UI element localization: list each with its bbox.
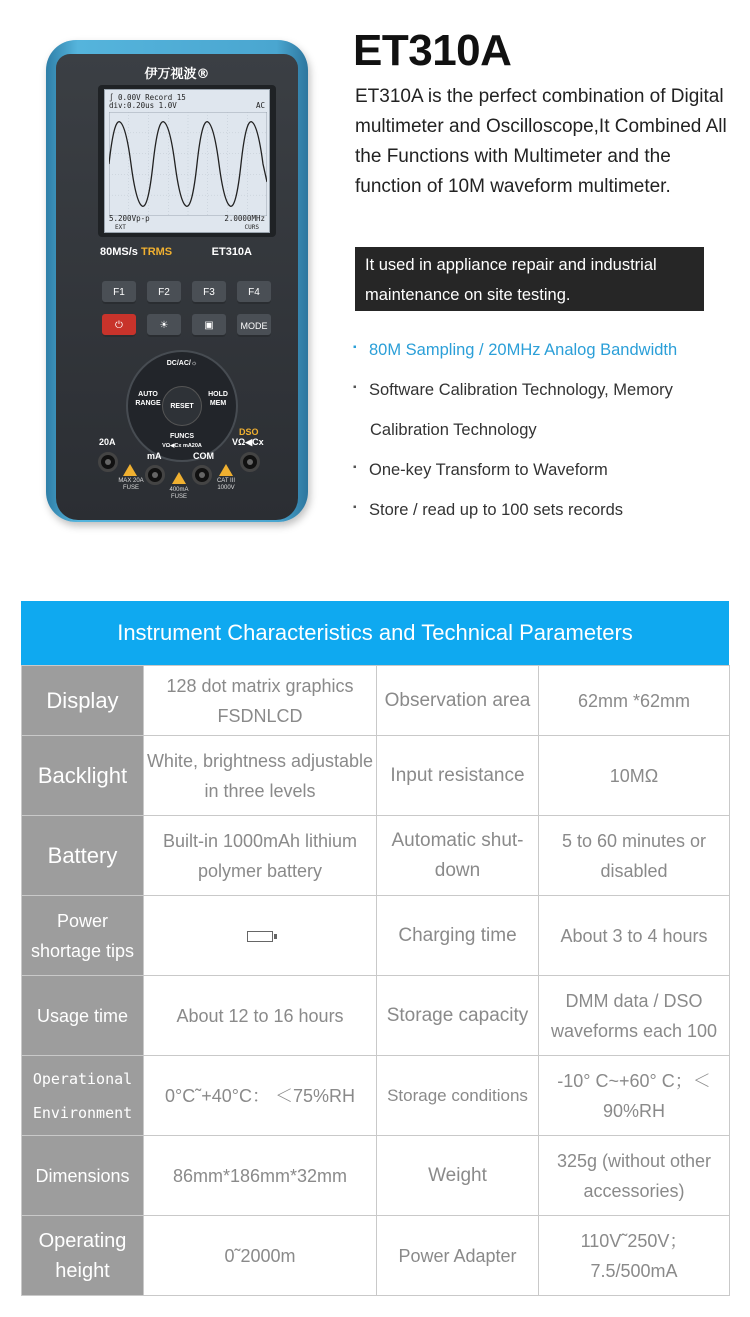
power-icon: ⏻ <box>102 314 136 337</box>
param-value: -10° C~+60° C；＜90%RH <box>539 1056 730 1136</box>
f4-key: F4 <box>237 281 271 304</box>
param-value: 110V˜250V；7.5/500mA <box>539 1216 730 1296</box>
feature-list <box>353 330 743 530</box>
dial-bottom-sub: VΩ◀Cx mA20A <box>162 443 202 449</box>
table-row <box>22 976 730 1056</box>
screen-capture-icon: ▣ <box>192 314 226 337</box>
param-label: Observation area <box>377 666 539 736</box>
param-label: Backlight <box>22 736 144 816</box>
screen-mode: AC <box>255 101 265 110</box>
param-value: Built-in 1000mAh lithium polymer battery <box>144 816 377 896</box>
mode-key: MODE <box>237 314 271 337</box>
param-label: Input resistance <box>377 736 539 816</box>
cat-rating-label: CAT III 1000V <box>216 478 236 491</box>
param-value: 0˜2000m <box>144 1216 377 1296</box>
jack-20a <box>98 452 118 472</box>
feature-item: ▪ One-key Transform to Waveform <box>353 450 743 490</box>
table-title: Instrument Characteristics and Technical Parameters <box>21 601 729 665</box>
jack-v-label: VΩ◀Cx <box>232 437 264 447</box>
param-value: 62mm *62mm <box>539 666 730 736</box>
device-keypad <box>102 281 270 337</box>
warning-icon <box>172 472 186 484</box>
warning-icon <box>123 464 137 476</box>
screen-softkey-right: CURS <box>244 224 259 231</box>
jack-com <box>192 465 212 485</box>
param-label: Battery <box>22 816 144 896</box>
low-battery-icon <box>247 931 273 942</box>
dial-right-label: HOLD MEM <box>208 391 228 407</box>
param-value: 5 to 60 minutes or disabled <box>539 816 730 896</box>
param-value <box>144 896 377 976</box>
sample-rate-label: 80MS/s <box>100 246 138 258</box>
table-row <box>22 666 730 736</box>
table-row <box>22 896 730 976</box>
param-value: About 12 to 16 hours <box>144 976 377 1056</box>
param-value: 325g (without other accessories) <box>539 1136 730 1216</box>
jack-voltage <box>240 452 260 472</box>
function-dial <box>126 350 238 462</box>
screen-frequency: 2.0000MHz <box>224 214 265 223</box>
param-value: 0°C˜+40°C： ＜75%RH <box>144 1056 377 1136</box>
reset-button: RESET <box>162 386 202 426</box>
param-label: Weight <box>377 1136 539 1216</box>
param-label: Usage time <box>22 976 144 1056</box>
param-label: Operating height <box>22 1216 144 1296</box>
device-model-row <box>56 246 298 262</box>
table-row <box>22 1136 730 1216</box>
warning-icon <box>219 464 233 476</box>
fuse-400ma-label: 400mA FUSE <box>169 487 189 500</box>
dial-top-label: DC/AC/☼ <box>166 360 198 367</box>
param-value: About 3 to 4 hours <box>539 896 730 976</box>
device-screen <box>104 89 270 233</box>
product-description: ET310A is the perfect combination of Digital multimeter and Oscilloscope,It Combined All the Functions with Multimeter and the function of 10M waveform multimeter. <box>355 86 727 197</box>
param-label: Power Adapter <box>377 1216 539 1296</box>
screen-vpp: 5.200Vp-p <box>109 214 150 223</box>
table-row <box>22 736 730 816</box>
dial-left-label: AUTO RANGE <box>135 391 161 407</box>
device-model-label: ET310A <box>211 246 252 258</box>
param-label: Automatic shut-down <box>377 816 539 896</box>
waveform-display <box>109 112 267 216</box>
screen-softkey-left: EXT <box>115 224 126 231</box>
device-brand-logo: 伊万视波® <box>144 67 210 82</box>
feature-item: ▪ 80M Sampling / 20MHz Analog Bandwidth <box>353 330 743 370</box>
feature-item: ▪ Store / read up to 100 sets records <box>353 490 743 530</box>
param-value: 128 dot matrix graphics FSDNLCD <box>144 666 377 736</box>
screen-line-2: div:0.20us 1.0V <box>109 101 177 110</box>
table-row <box>22 1216 730 1296</box>
parameters-table <box>21 665 730 1296</box>
multimeter-image <box>46 40 308 522</box>
table-row <box>22 816 730 896</box>
param-value: 86mm*186mm*32mm <box>144 1136 377 1216</box>
feature-item-continued: Calibration Technology <box>370 421 537 439</box>
param-label: Display <box>22 666 144 736</box>
param-label: Charging time <box>377 896 539 976</box>
jack-com-label: COM <box>193 451 214 461</box>
jack-ma <box>145 465 165 485</box>
trms-label: TRMS <box>140 246 173 258</box>
f1-key: F1 <box>102 281 136 304</box>
param-value: White, brightness adjustable in three levels <box>144 736 377 816</box>
param-label: Storage capacity <box>377 976 539 1056</box>
f3-key: F3 <box>192 281 226 304</box>
f2-key: F2 <box>147 281 181 304</box>
screen-line-1: ∫ 0.00V Record 15 <box>109 93 186 102</box>
param-label: Dimensions <box>22 1136 144 1216</box>
jack-20a-label: 20A <box>99 437 116 447</box>
param-label: Storage conditions <box>377 1056 539 1136</box>
product-title: ET310A <box>353 26 512 75</box>
param-value: 10MΩ <box>539 736 730 816</box>
table-row <box>22 1056 730 1136</box>
usage-callout: It used in appliance repair and industrial maintenance on site testing. <box>355 247 704 311</box>
param-label: Operational Environment <box>22 1056 144 1136</box>
param-label: Power shortage tips <box>22 896 144 976</box>
device-face <box>56 54 298 520</box>
backlight-icon: ☀ <box>147 314 181 337</box>
dial-bottom-label: FUNCS <box>169 433 195 440</box>
param-value: DMM data / DSO waveforms each 100 <box>539 976 730 1056</box>
fuse-20a-label: MAX 20A FUSE <box>118 478 144 491</box>
jack-ma-label: mA <box>147 451 162 461</box>
feature-item: ▪ Software Calibration Technology, Memory <box>353 370 743 410</box>
jack-dso-label: DSO <box>239 427 259 437</box>
